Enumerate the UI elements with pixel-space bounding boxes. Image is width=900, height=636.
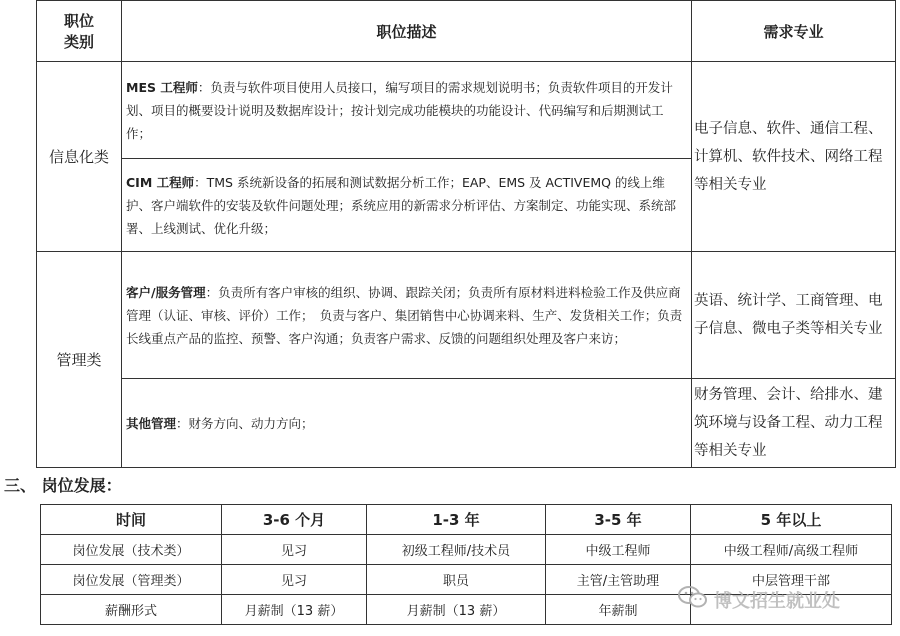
table-cell: 中层管理干部 [691,565,892,595]
job-title: CIM 工程师 [126,174,195,190]
job-title: MES 工程师 [126,79,198,95]
table-header-row [37,1,896,62]
table-cell: 职员 [367,565,546,595]
table-cell: 见习 [222,565,367,595]
table-cell: 岗位发展（技术类） [41,535,222,565]
table-cell: 年薪制 [546,595,691,625]
major-cell: 财务管理、会计、给排水、建筑环境与设备工程、动力工程等相关专业 [692,379,896,468]
job-desc-cell [122,379,692,468]
job-desc-cell [122,252,692,379]
major-cell: 英语、统计学、工商管理、电子信息、微电子类等相关专业 [692,252,896,379]
header-cell: 1-3 年 [367,505,546,535]
table-row [41,565,892,595]
header-cell: 3-5 年 [546,505,691,535]
category-cell: 信息化类 [37,62,122,252]
job-title: 客户/服务管理 [126,284,206,300]
header-cell: 时间 [41,505,222,535]
header-cell: 3-6 个月 [222,505,367,535]
table-cell: 岗位发展（管理类） [41,565,222,595]
job-desc-cell [122,62,692,159]
watermark-text: 博文招生就业处 [714,590,840,612]
table-cell: 薪酬形式 [41,595,222,625]
career-development-table [40,504,892,625]
table-cell: 中级工程师 [546,535,691,565]
job-text: ：负责与软件项目使用人员接口，编写项目的需求规划说明书；负责软件项目的开发计划、项目的概要设计说明及数据库设计；按计划完成功能模块的功能设计、代码编写和后期测试工作； [126,79,673,141]
table-cell: 主管/主管助理 [546,565,691,595]
table-cell: 月薪制（13 薪） [222,595,367,625]
table-cell: 月薪制（13 薪） [367,595,546,625]
job-text: ：负责所有客户审核的组织、协调、跟踪关闭；负责所有原材料进料检验工作及供应商管理（认证、审核、评价）工作； 负责与客户、集团销售中心协调来料、生产、发货相关工作；负责长线重点产品的监控、预警、客户沟通；负责客户需求、反馈的问题组织处理及客户来访； [126,284,683,346]
table-cell: 中级工程师/高级工程师 [691,535,892,565]
table-row [37,379,896,468]
job-text: ：TMS 系统新设备的拓展和测试数据分析工作；EAP、EMS 及 ACTIVEMQ 的线上维护、客户端软件的安装及软件问题处理；系统应用的新需求分析评估、方案制定、功能实现、系统部署、上线测试、优化升级； [126,174,677,236]
table-row [41,535,892,565]
table-header-row [41,505,892,535]
job-title: 其他管理 [126,415,177,431]
table-row [41,595,892,625]
table-cell: 初级工程师/技术员 [367,535,546,565]
header-major: 需求专业 [692,1,896,62]
job-desc-cell [122,159,692,252]
section-heading: 三、 岗位发展： [4,476,122,495]
table-cell: 见习 [222,535,367,565]
header-category: 职位 类别 [37,1,122,62]
job-description-table [36,0,896,468]
table-row [37,252,896,379]
table-cell [691,595,892,625]
table-row [37,62,896,159]
header-cell: 5 年以上 [691,505,892,535]
category-cell: 管理类 [37,252,122,468]
job-text: ：财务方向、动力方向； [176,415,314,431]
major-cell: 电子信息、软件、通信工程、计算机、软件技术、网络工程等相关专业 [692,62,896,252]
header-description: 职位描述 [122,1,692,62]
